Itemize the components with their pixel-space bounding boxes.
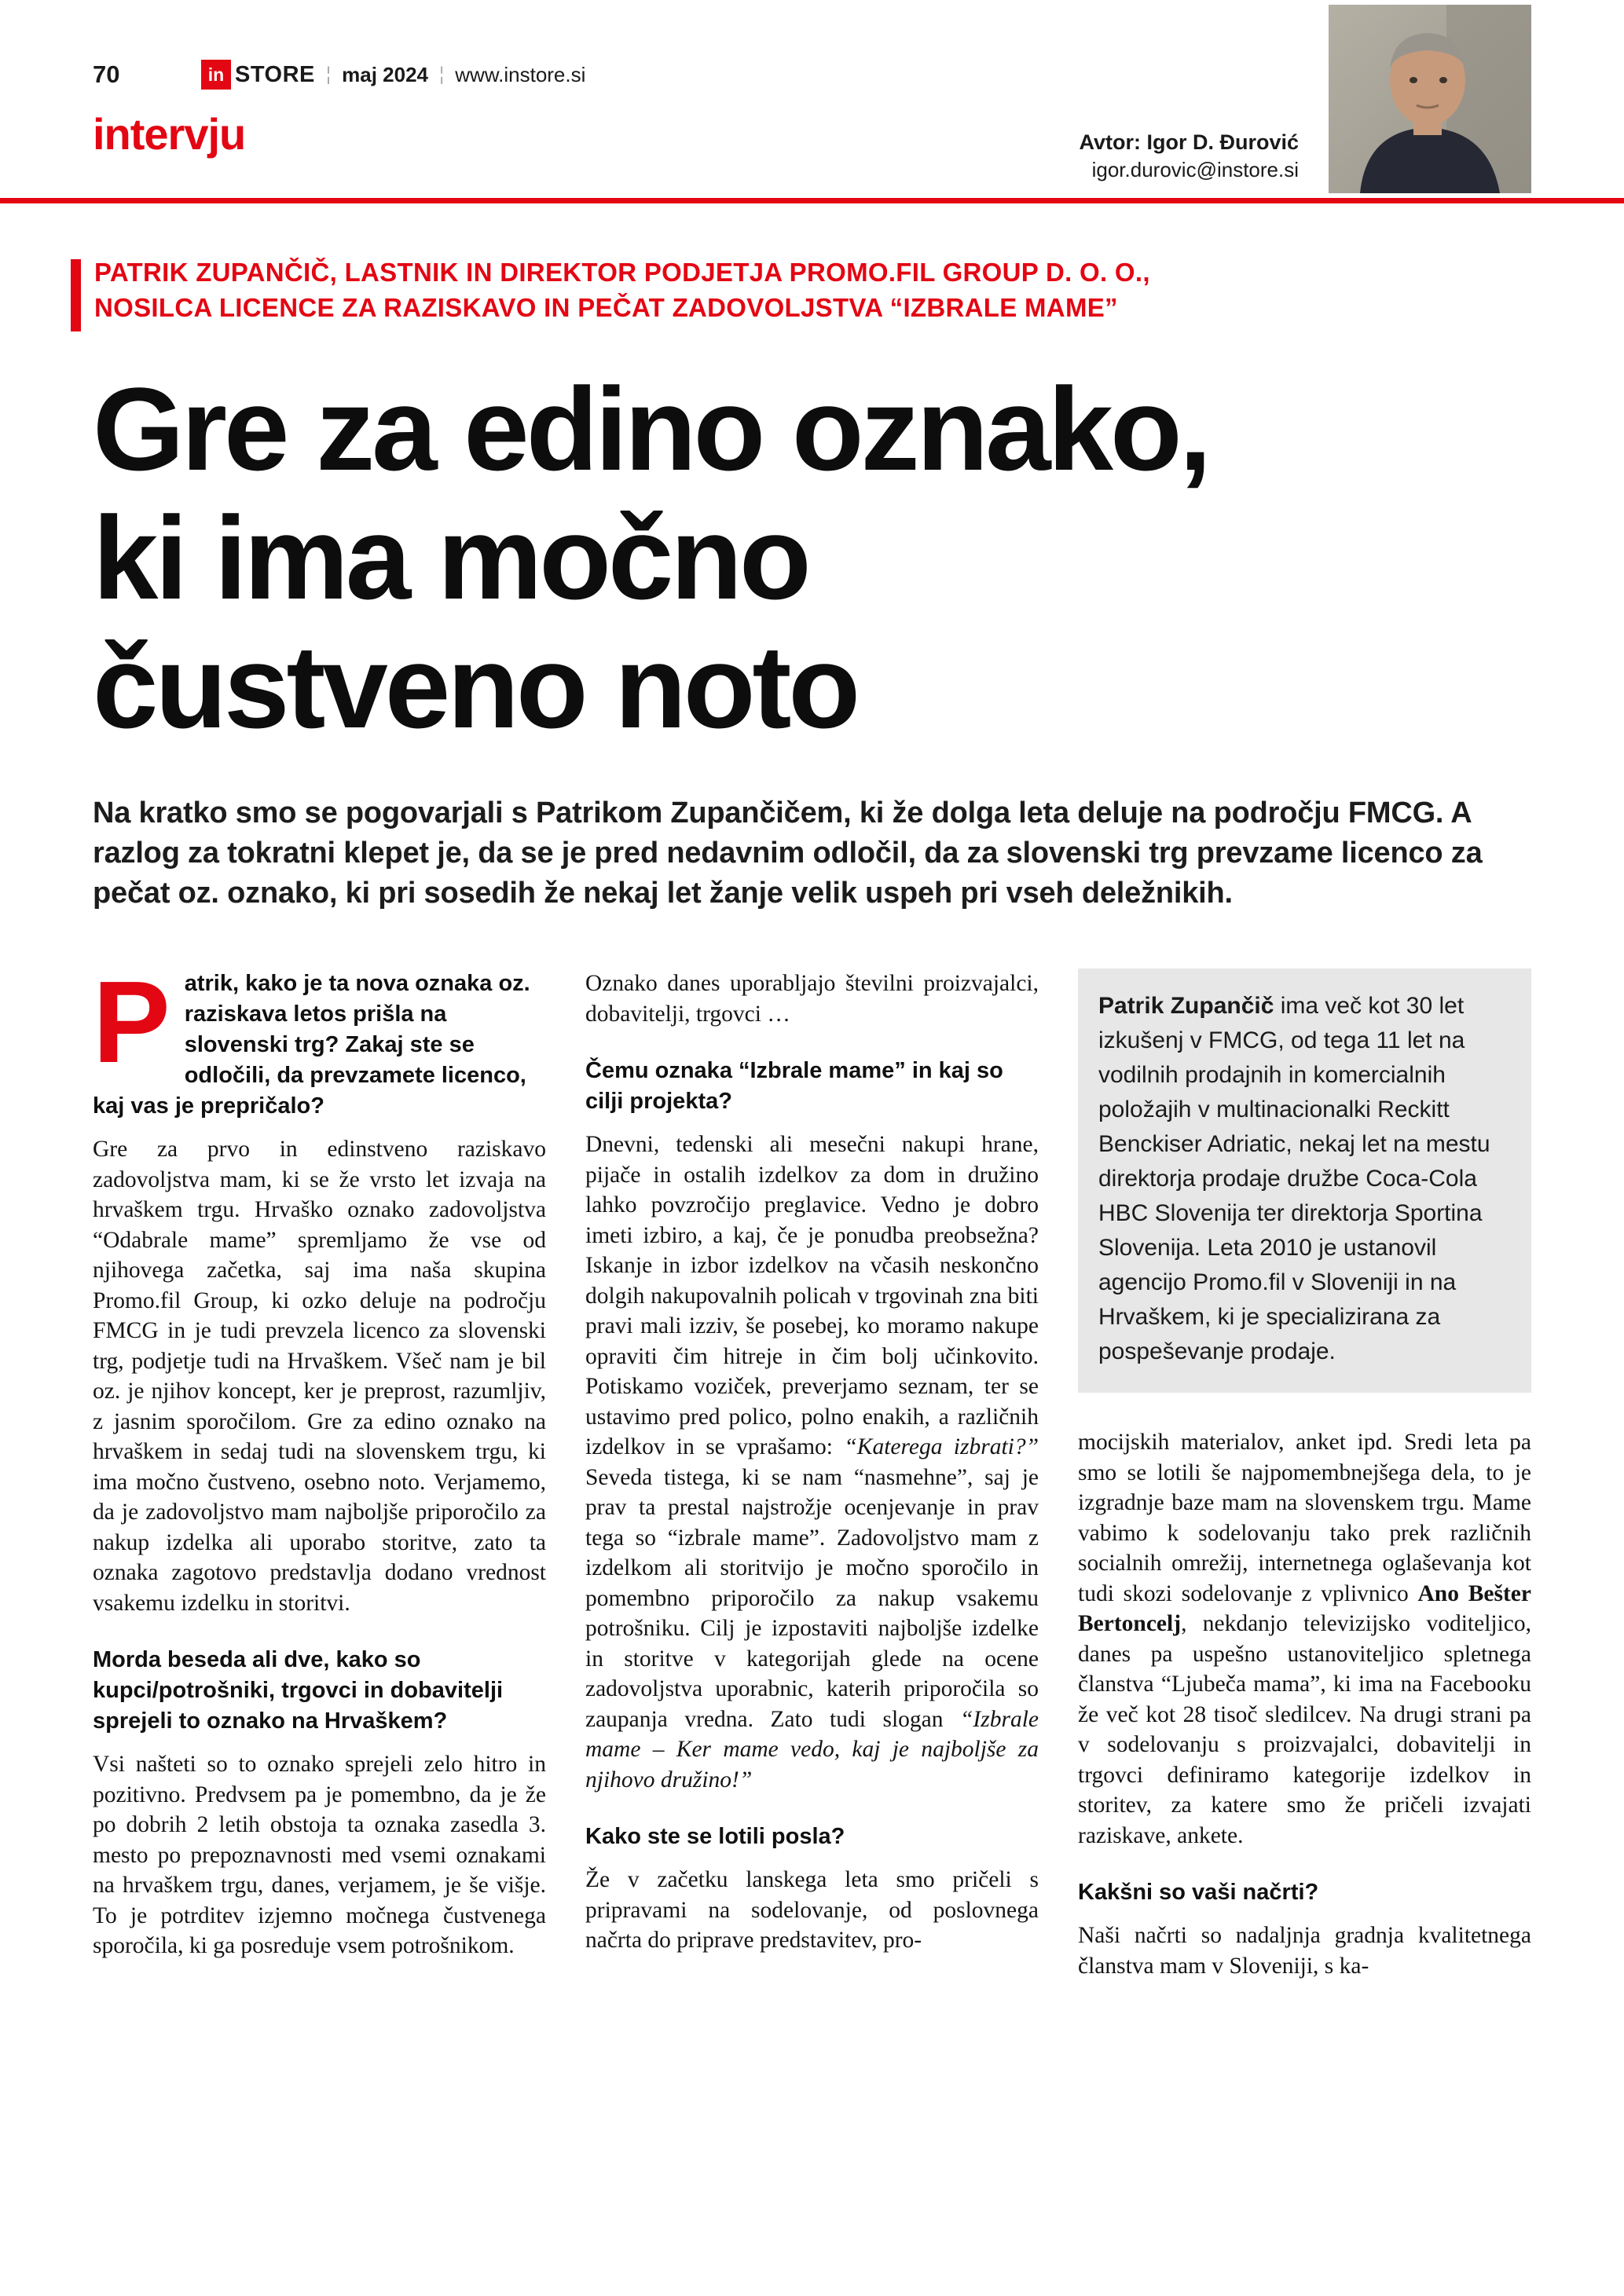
author-name: Avtor: Igor D. Đurović <box>1079 130 1299 154</box>
interview-question: Kako ste se lotili posla? <box>585 1824 845 1849</box>
interview-question: Čemu oznaka “Izbrale mame” in kaj so cilji projekta? <box>585 1058 1003 1114</box>
answer-text: mocijskih materialov, anket ipd. Sredi leta pa smo se lotili še najpomembnejšega dela, to je izgradnje baze mam na slovenskem trgu. Mame vabimo k sodelovanju tako prek različnih socialnih omrežij, internetnega oglaševanja kot tudi skozi sodelovanje z vplivnico <box>1078 1430 1531 1606</box>
answer-text: Dnevni, tedenski ali mesečni nakupi hrane, pijače in ostalih izdelkov za dom in družino lahko povzročijo preglavice. Vedno je dobro imeti izbiro, a kaj, če je ponudba preobsežna? Iskanje in izbor izdelkov na včasih neskončno dolgih nakupovalnih policah v trgovinah zna biti pravi mali izziv, še posebej, ko moramo nakupe opraviti čim hitreje in čim bolj učinkovito. Potiskamo voziček, preverjamo seznam, ter se ustavimo pred polico, polno enakih, a različnih izdelkov in se vprašamo: <box>585 1132 1039 1459</box>
lead-paragraph: Na kratko smo se pogovarjali s Patrikom Zupančičem, ki že dolga leta deluje na področju FMCG. A razlog za tokratni klepet je, da se je pred nedavnim odločil, da za slovenski trg prevzame licenco za pečat oz. oznako, ki pri sosedih že nekaj let žanje velik uspeh pri vseh deležnikih. <box>93 796 1483 910</box>
slogan-italic: “Izbrale mame – Ker mame vedo, kaj je najboljše za njihovo družino!” <box>585 1706 1039 1792</box>
interview-question: Morda beseda ali dve, kako so kupci/potrošniki, trgovci in dobavitelji sprejeli to oznako na Hrvaškem? <box>93 1647 504 1734</box>
section-title: intervju <box>93 109 246 159</box>
quote-italic: “Katerega izbrati?” <box>844 1434 1039 1459</box>
instore-logo <box>201 60 315 90</box>
instore-logo-text: STORE <box>235 61 315 87</box>
article-body <box>93 958 1531 1981</box>
interview-answer: Vsi našteti so to oznako sprejeli zelo hitro in pozitivno. Predvsem pa je pomembno, da je že po dobrih 2 letih obstoja ta oznaka zasedla 3. mesto po prepoznavnosti med vsemi oznakami na hrvaškem trgu, danes, verjamem, je še višje. To je potrditev izjemno močnega čustvenega sporočila, ki ga posreduje vsem potrošnikom. <box>93 1752 546 1958</box>
separator-icon: ¦ <box>439 64 445 85</box>
author-block <box>1079 130 1299 182</box>
influencer-name: Ano Bešter Bertoncelj <box>1078 1580 1531 1636</box>
question-text: atrik, kako je ta nova oznaka oz. raziskava letos prišla na slovenski trg? Zakaj ste se odločili, da prevzamete licenco, kaj vas je prepričalo? <box>93 971 530 1119</box>
page-number: 70 <box>93 60 120 88</box>
column-1 <box>93 958 546 1981</box>
bio-text: ima več kot 30 let izkušenj v FMCG, od tega 11 let na vodilnih prodajnih in komercialnih položajih v multinacionalki Reckitt Benckiser Adriatic, nekaj let na mestu direktorja prodaje družbe Coca-Cola HBC Slovenija ter direktorja Sportina Slovenija. Leta 2010 je ustanovil agencijo Promo.fil v Sloveniji in na Hrvaškem, ki je specializirana za pospeševanje prodaje. <box>1098 993 1490 1364</box>
masthead-row <box>93 60 585 90</box>
kicker-text <box>94 255 1150 325</box>
kicker-line: PATRIK ZUPANČIČ, LASTNIK IN DIREKTOR PODJETJA PROMO.FIL GROUP D. O. O., <box>94 258 1150 287</box>
author-photo <box>1329 5 1531 193</box>
column-2 <box>585 969 1039 1981</box>
headline <box>93 364 1531 751</box>
bio-box <box>1078 969 1531 1393</box>
headline-line: čustveno noto <box>93 621 858 753</box>
interview-answer: Že v začetku lanskega leta smo pričeli s pripravami na sodelovanje, od poslovnega načrta do priprave predstavitev, pro- <box>585 1867 1039 1953</box>
column-3 <box>1078 969 1531 1981</box>
interview-answer <box>1078 1427 1531 1851</box>
answer-text: Seveda tistega, ki se nam “nasmehne”, saj je prav ta prestal najstrožje ocenjevanje in prav tega so “izbrale mame”. Zadovoljstvo mam z izdelkom ali storitvijo je močno sporočilo in pomembno priporočilo za nakup vsakemu potrošniku. Cilj je izpostaviti najboljše izdelke in storitve v kategorijah glede na ocene zadovoljstva uporabnic, katerih priporočila so zaupanja vredna. Zato tudi slogan <box>585 1464 1039 1732</box>
issue-date: maj 2024 <box>342 62 428 86</box>
kicker-bar <box>71 259 81 331</box>
page-header <box>93 0 1531 245</box>
interview-answer: Gre za prvo in edinstveno raziskavo zadovoljstva mam, ki se že vrsto let izvaja na hrvaškem trgu. Hrvaško oznako zadovoljstva “Odabrale mame” spremljamo že vse od njihovega začetka, saj ima naša skupina Promo.fil Group, ki ozko deluje na področju FMCG in je tudi prevzela licenco za slovenski trg, podjetje tudi na Hrvaškem. Všeč nam je bil oz. je njihov koncept, ker je preprost, razumljiv, z jasnim sporočilom. Gre za edino oznako na hrvaškem in sedaj tudi na slovenskem trgu, ki ima močno čustveno, osebno noto. Verjamemo, da je zadovoljstvo mam najboljše priporočilo za nakup izdelka ali uporabo storitve, zato ta oznaka zagotovo predstavlja dodano vrednost vsakemu izdelku in storitvi. <box>93 1137 546 1616</box>
website-url: www.instore.si <box>455 62 586 86</box>
interview-question <box>93 958 546 1122</box>
interview-answer: Naši načrti so nadaljnja gradnja kvalitetnega članstva mam v Sloveniji, s ka- <box>1078 1923 1531 1979</box>
interview-answer <box>585 1130 1039 1795</box>
answer-text: , nekdanjo televizijsko voditeljico, danes pa uspešno ustanoviteljico spletnega članstva “Ljubeča mama”, ki ima na Facebooku že več kot 28 tisoč sledilcev. Na drugi strani pa v sodelovanju s proizvajalci, dobavitelji in trgovci definiramo kategorije izdelkov in storitev, za katere smo že pričeli izvajati raziskave, ankete. <box>1078 1611 1531 1848</box>
kicker <box>93 255 1531 331</box>
interview-question: Kakšni so vaši načrti? <box>1078 1880 1319 1905</box>
headline-line: Gre za edino oznako, <box>93 363 1209 495</box>
author-email: igor.durovic@instore.si <box>1091 158 1299 181</box>
headline-line: ki ima močno <box>93 492 808 624</box>
drop-cap: P <box>93 958 170 1087</box>
instore-logo-mark: in <box>201 60 231 90</box>
interview-answer: Oznako danes uporabljajo številni proizvajalci, dobavitelji, trgovci … <box>585 971 1039 1027</box>
header-rule <box>0 198 1624 203</box>
kicker-line: NOSILCA LICENCE ZA RAZISKAVO IN PEČAT ZADOVOLJSTVA “IZBRALE MAME” <box>94 293 1118 322</box>
bio-name: Patrik Zupančič <box>1098 993 1274 1019</box>
separator-icon: ¦ <box>325 64 332 85</box>
